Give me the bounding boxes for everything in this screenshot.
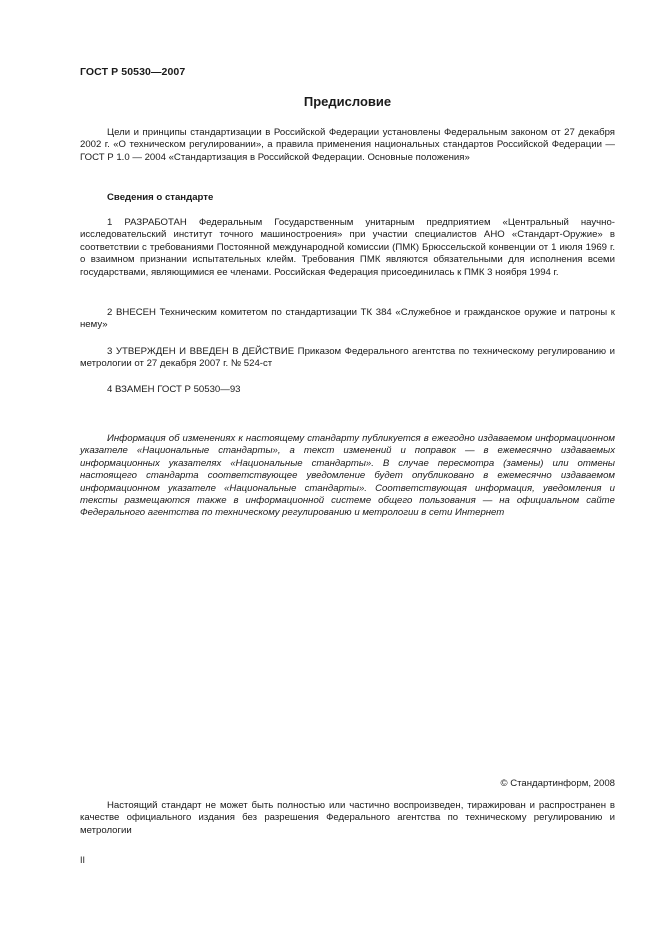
page-title: Предисловие [303,94,392,109]
copyright-notice: © Стандартинформ, 2008 [500,778,615,789]
standard-info-item-2: 2 ВНЕСЕН Техническим комитетом по стандартизации ТК 384 «Служебное и гражданское оружие и патроны к нему» [80,307,615,331]
reproduction-rights-notice: Настоящий стандарт не может быть полностью или частично воспроизведен, тиражирован и распространен в качестве официального издания без разрешения Федерального агентства по техническому регулированию и метрологии [80,800,615,836]
document-code-header: ГОСТ Р 50530—2007 [80,66,186,78]
page-number: II [80,855,86,865]
section-heading: Сведения о стандарте [107,192,214,203]
standard-info-item-4: 4 ВЗАМЕН ГОСТ Р 50530—93 [107,384,241,395]
amendments-notice: Информация об изменениях к настоящему стандарту публикуется в ежегодно издаваемом информационном указателе «Национальные стандарты», а текст изменений и поправок — в ежемесячно издаваемых информационных указателях «Национальные стандарты». В случае пересмотра (замены) или отмены настоящего стандарта соответствующее уведомление будет опубликовано в ежемесячно издаваемом информационном указателе «Национальные стандарты». Соответствующая информация, уведомления и тексты размещаются также в информационной системе общего пользования — на официальном сайте Федерального агентства по техническому регулированию и метрологии в сети Интернет [80,433,615,519]
intro-paragraph: Цели и принципы стандартизации в Российской Федерации установлены Федеральным законом от 27 декабря 2002 г. «О техническом регулировании», а правила применения национальных стандартов Российской Федерации — ГОСТ Р 1.0 — 2004 «Стандартизация в Российской Федерации. Основные положения» [80,127,615,163]
standard-info-item-1: 1 РАЗРАБОТАН Федеральным Государственным унитарным предприятием «Центральный научно-исследовательский институт точного машиностроения» при участии специалистов АНО «Стандарт-Оружие» в соответствии с требованиями Постоянной международной комиссии (ПМК) Брюссельской конвенции от 1 июля 1969 г. о взаимном признании испытательных клейм. Требования ПМК являются обязательными для исполнения всеми государствами, являющимися ее членами. Российская Федерация присоединилась к ПМК 3 ноября 1994 г. [80,217,615,278]
standard-info-item-3: 3 УТВЕРЖДЕН И ВВЕДЕН В ДЕЙСТВИЕ Приказом Федерального агентства по техническому регулированию и метрологии от 27 декабря 2007 г. № 524-ст [80,346,615,370]
